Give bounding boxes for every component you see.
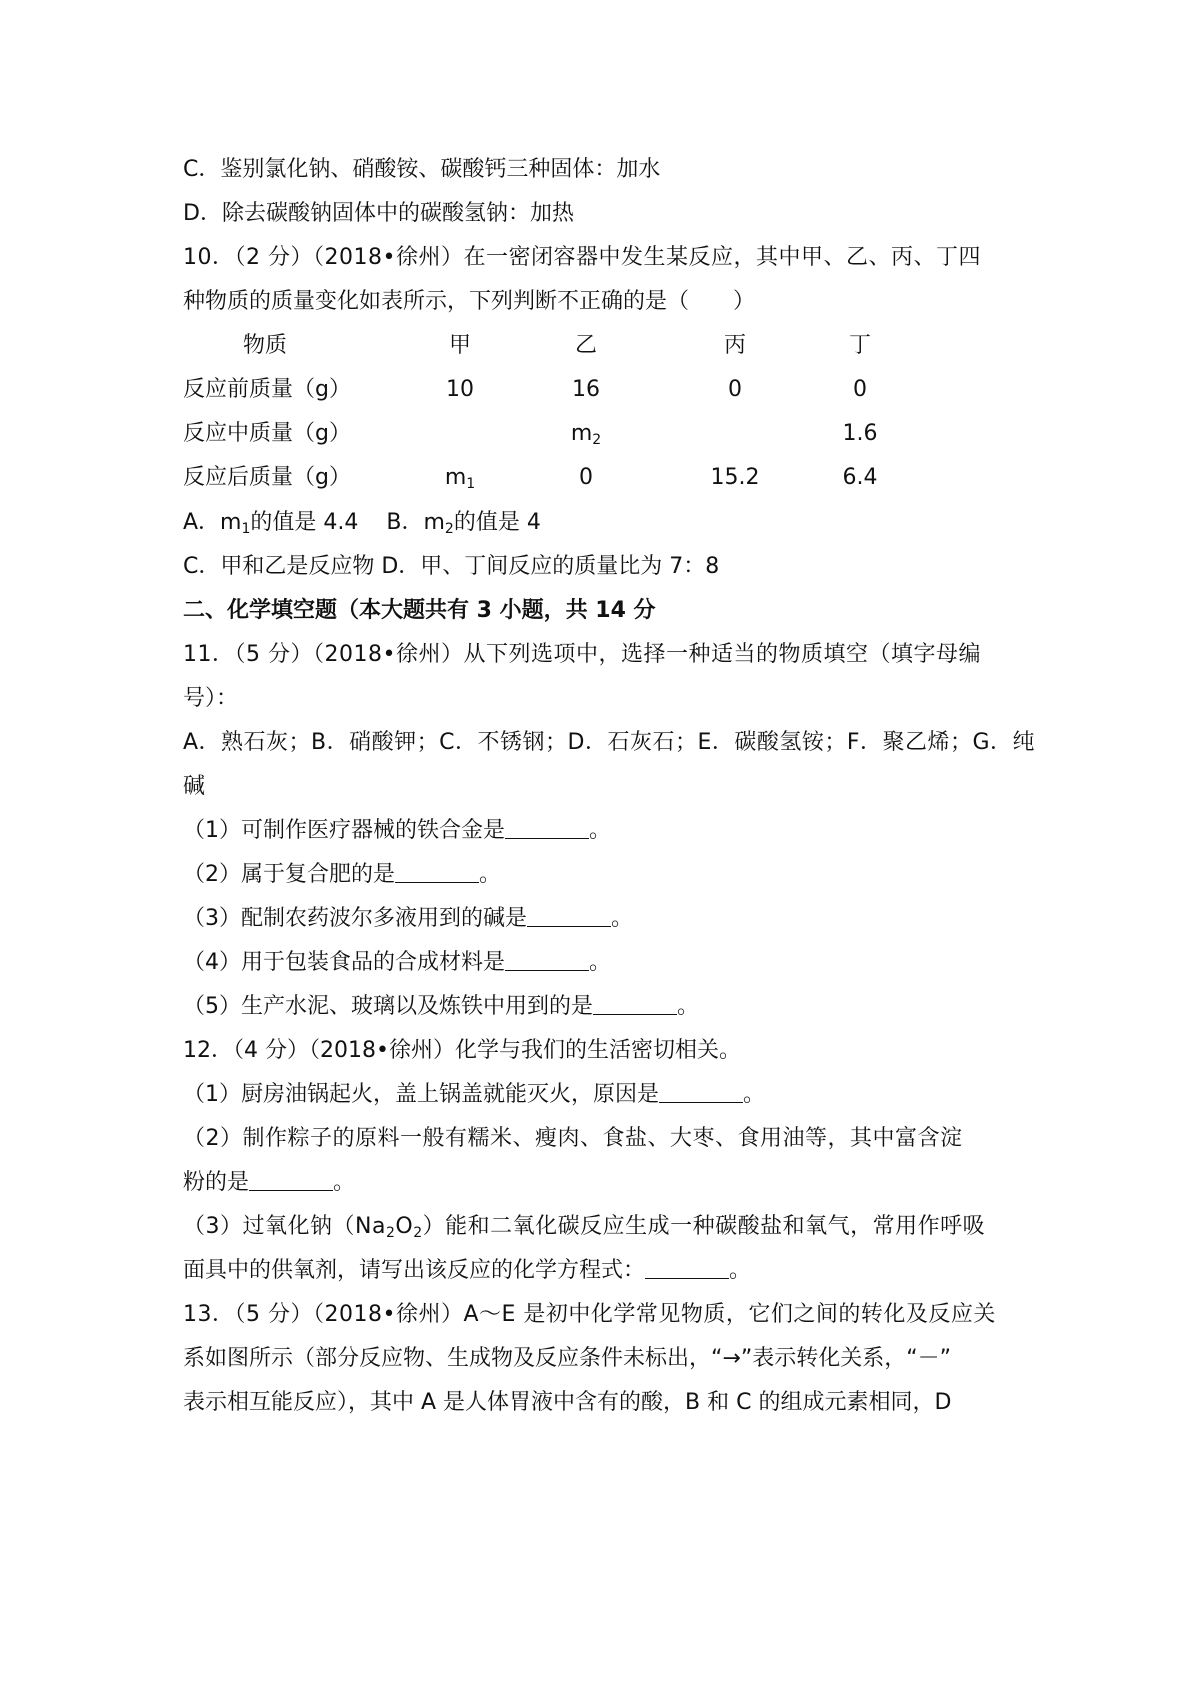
table-header-bing: 丙 <box>723 333 746 358</box>
q12-part1: （1）厨房油锅起火，盖上锅盖就能灭火，原因是 。 <box>183 1082 766 1107</box>
option-d-prev: D．除去碳酸钠固体中的碳酸氢钠：加热 <box>183 201 574 226</box>
q13-stem-line1: 13．（5 分）（2018•徐州）A～E 是初中化学常见物质，它们之间的转化及反应关 <box>183 1302 996 1327</box>
q12-stem: 12．（4 分）（2018•徐州）化学与我们的生活密切相关。 <box>183 1038 741 1063</box>
q12-part3-line2: 面具中的供氧剂，请写出该反应的化学方程式： 。 <box>183 1258 752 1283</box>
q12-part2-line1: （2）制作粽子的原料一般有糯米、瘦肉、食盐、大枣、食用油等，其中富含淀 <box>183 1126 963 1151</box>
q10-stem-line2: 种物质的质量变化如表所示，下列判断不正确的是（ ） <box>183 289 756 314</box>
answer-blank[interactable] <box>527 904 611 927</box>
row-before-label: 反应前质量（g） <box>183 377 351 402</box>
q10-option-a: A．$m_1$的值是 4.4 <box>183 510 359 537</box>
q11-choices-line1: A．熟石灰；B．硝酸钾；C．不锈钢；D．石灰石；E．碳酸氢铵；F．聚乙烯；G．纯 <box>183 730 1036 755</box>
answer-blank[interactable] <box>395 860 479 883</box>
q11-stem-line2: 号）： <box>183 686 239 711</box>
row-after-jia: $m_1$ <box>444 465 476 492</box>
row-before-yi: 16 <box>572 377 600 402</box>
q12-part2-line2: 粉的是 。 <box>183 1170 356 1195</box>
q13-stem-line2: 系如图所示（部分反应物、生成物及反应条件未标出，“→”表示转化关系，“－” <box>183 1346 952 1371</box>
row-before-ding: 0 <box>853 377 867 402</box>
row-after-ding: 6.4 <box>842 465 878 490</box>
q13-stem-line3: 表示相互能反应），其中 A 是人体胃液中含有的酸，B 和 C 的组成元素相同，D <box>183 1390 952 1415</box>
q11-choices-line2: 碱 <box>183 774 206 799</box>
table-header-jia: 甲 <box>448 333 471 358</box>
row-after-label: 反应后质量（g） <box>183 465 351 490</box>
row-mid-ding: 1.6 <box>842 421 878 446</box>
row-before-bing: 0 <box>728 377 742 402</box>
q10-options-cd: C．甲和乙是反应物 D．甲、丁间反应的质量比为 7：8 <box>183 554 720 579</box>
option-c-prev: C．鉴别氯化钠、硝酸铵、碳酸钙三种固体：加水 <box>183 157 661 182</box>
table-header-substance: 物质 <box>243 333 288 358</box>
q11-stem-line1: 11．（5 分）（2018•徐州）从下列选项中，选择一种适当的物质填空（填字母编 <box>183 642 981 667</box>
answer-blank[interactable] <box>505 816 589 839</box>
row-after-yi: 0 <box>579 465 593 490</box>
answer-blank[interactable] <box>659 1080 743 1103</box>
q10-options-ab <box>183 508 1033 538</box>
q10-stem-line1: 10．（2 分）（2018•徐州）在一密闭容器中发生某反应，其中甲、乙、丙、丁四 <box>183 245 981 270</box>
q11-part4: （4）用于包装食品的合成材料是 。 <box>183 950 612 975</box>
row-mid-yi: $m_2$ <box>570 421 602 448</box>
answer-blank[interactable] <box>505 948 589 971</box>
section-title: 二、化学填空题（本大题共有 3 小题，共 14 分 <box>183 598 656 623</box>
table-header-yi: 乙 <box>574 333 597 358</box>
q11-part5: （5）生产水泥、玻璃以及炼铁中用到的是 。 <box>183 994 700 1019</box>
answer-blank[interactable] <box>249 1168 333 1191</box>
q11-part3: （3）配制农药波尔多液用到的碱是 。 <box>183 906 634 931</box>
table-header-ding: 丁 <box>848 333 871 358</box>
q12-part3-line1: （3）过氧化钠$(Na_2O_2)$能和二氧化碳反应生成一种碳酸盐和氧气，常用作呼吸 <box>183 1214 986 1241</box>
q11-part2: （2）属于复合肥的是 。 <box>183 862 502 887</box>
row-after-bing: 15.2 <box>710 465 760 490</box>
answer-blank[interactable] <box>645 1256 729 1279</box>
row-before-jia: 10 <box>446 377 474 402</box>
q11-part1: （1）可制作医疗器械的铁合金是 。 <box>183 818 612 843</box>
row-mid-label: 反应中质量（g） <box>183 421 351 446</box>
q10-option-b: B．$m_2$的值是 4 <box>386 510 541 537</box>
answer-blank[interactable] <box>593 992 677 1015</box>
